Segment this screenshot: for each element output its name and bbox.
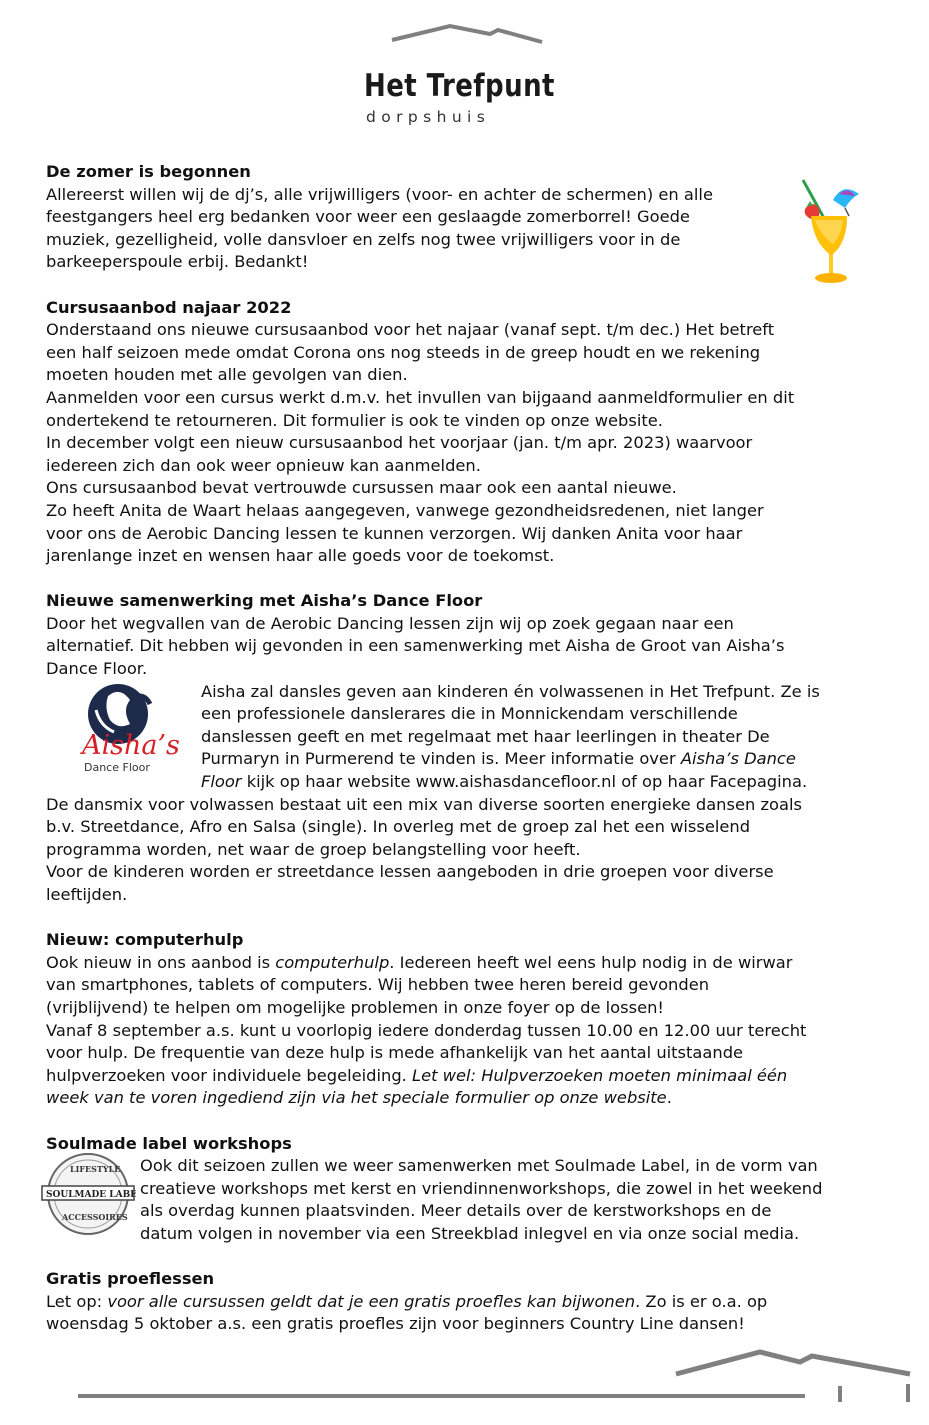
text-line: b.v. Streetdance, Afro en Salsa (single). In overleg met de groep zal het een wisselend [46, 817, 751, 837]
text-line: Dance Floor. [46, 659, 148, 679]
text-line: iedereen zich dan ook weer opnieuw kan aanmelden. [46, 455, 481, 475]
text-line: Ook dit seizoen zullen we weer samenwerken met Soulmade Label, in de vorm van [140, 1156, 818, 1176]
text-line: creatieve workshops met kerst en vriendinnenworkshops, die zowel in het weekend [140, 1178, 823, 1198]
text-line: programma worden, net waar de groep belangstelling voor heeft. [46, 839, 581, 859]
heading-courses: Cursusaanbod najaar 2022 [46, 297, 292, 317]
logo-mid-text: SOULMADE LABEL [46, 1190, 136, 1200]
header [0, 0, 929, 150]
roof-logo-icon [380, 22, 550, 52]
text-line: Onderstaand ons nieuwe cursusaanbod voor het najaar (vanaf sept. t/m dec.) Het betreft [46, 320, 775, 340]
text-line: als overdag kunnen plaatsvinden. Meer details over de kerstworkshops en de [140, 1201, 772, 1221]
text-line: een professionele danslerares die in Monnickendam verschillende [201, 704, 738, 724]
text-line: Zo heeft Anita de Waart helaas aangegeven, vanwege gezondheidsredenen, niet langer [46, 500, 764, 520]
text-line: leeftijden. [46, 885, 128, 904]
text-line: De dansmix voor volwassen bestaat uit een mix van diverse soorten energieke dansen zoals [46, 794, 802, 814]
text-line: van smartphones, tablets of computers. Wij hebben twee heren bereid gevonden [46, 975, 710, 995]
text-line: Floor kijk op haar website www.aishasdancefloor.nl of op haar Facepagina. [201, 772, 808, 792]
brand-subtitle: dorpshuis [366, 108, 491, 126]
text-line: feestgangers heel erg bedanken voor weer een geslaagde zomerborrel! Goede [46, 207, 690, 227]
logo-top-text: LIFESTYLE [70, 1164, 121, 1174]
text-line: alternatief. Dit hebben wij gevonden in een samenwerking met Aisha de Groot van Aisha’s [46, 636, 785, 656]
logo-sub-text: Dance Floor [84, 761, 150, 774]
heading-computerhulp: Nieuw: computerhulp [46, 930, 244, 950]
text-line: Door het wegvallen van de Aerobic Dancing lessen zijn wij op zoek gegaan naar een [46, 613, 734, 633]
text-line: hulpverzoeken voor individuele begeleiding. Let wel: Hulpverzoeken moeten minimaal één [46, 1065, 788, 1085]
text-line: Aisha zal dansles geven aan kinderen én volwassenen in Het Trefpunt. Ze is [201, 681, 820, 701]
text-line: Voor de kinderen worden er streetdance lessen aangeboden in drie groepen voor diverse [46, 862, 774, 882]
text-line: muziek, gezelligheid, volle dansvloer en zelfs nog twee vrijwilligers voor in de [46, 229, 681, 249]
text-line: voor ons de Aerobic Dancing lessen te kunnen verzorgen. Wij danken Anita voor haar [46, 523, 743, 543]
text-line: Purmaryn in Purmerend te vinden is. Meer informatie over Aisha’s Dance [201, 749, 796, 769]
text-line: woensdag 5 oktober a.s. een gratis proefles zijn voor beginners Country Line dansen! [46, 1314, 745, 1334]
text-line: jarenlange inzet en wensen haar alle goeds voor de toekomst. [46, 546, 555, 566]
heading-proeflessen: Gratis proeflessen [46, 1269, 215, 1289]
text-line: In december volgt een nieuw cursusaanbod het voorjaar (jan. t/m apr. 2023) waarvoor [46, 433, 753, 453]
aisha-name-italic: Floor [201, 772, 242, 792]
text-line: Ook nieuw in ons aanbod is computerhulp. Iedereen heeft wel eens hulp nodig in de wirwar [46, 952, 793, 972]
brand-title: Het Trefpunt [364, 68, 555, 104]
aisha-name-italic: Aisha’s Dance [680, 749, 796, 769]
text-line: Aanmelden voor een cursus werkt d.m.v. het invullen van bijgaand aanmeldformulier en dit [46, 387, 795, 407]
heading-summer: De zomer is begonnen [46, 162, 251, 181]
text-line: ondertekend te retourneren. Dit formulier is ook te vinden op onze website. [46, 410, 663, 430]
text-line: datum volgen in november via een Streekblad inlegvel en via onze social media. [140, 1223, 800, 1243]
footer-roof-icon [0, 1340, 929, 1425]
text-line: (vrijblijvend) te helpen om mogelijke problemen in onze foyer op de lossen! [46, 997, 664, 1017]
document-body [46, 161, 876, 1336]
text-line: barkeeperspoule erbij. Bedankt! [46, 252, 309, 272]
text-line: Vanaf 8 september a.s. kunt u voorlopig iedere donderdag tussen 10.00 en 12.00 uur terecht [46, 1020, 807, 1040]
text-line: Let op: voor alle cursussen geldt dat je een gratis proefles kan bijwonen. Zo is er o.a. op [46, 1291, 768, 1311]
text-line: danslessen geeft en met regelmaat met haar leerlingen in theater De [201, 726, 770, 746]
heading-soulmade: Soulmade label workshops [46, 1133, 292, 1153]
logo-script-text: Aisha’s [82, 730, 180, 761]
logo-bottom-text: ACCESSOIRES [62, 1212, 128, 1222]
text-line: Ons cursusaanbod bevat vertrouwde cursussen maar ook een aantal nieuwe. [46, 478, 677, 498]
text-line: moeten houden met alle gevolgen van dien. [46, 365, 408, 385]
heading-aisha: Nieuwe samenwerking met Aisha’s Dance Floor [46, 591, 483, 611]
text-line: een half seizoen mede omdat Corona ons nog steeds in de greep houdt en we rekening [46, 342, 761, 362]
text-line: week van te voren ingediend zijn via het speciale formulier op onze website. [46, 1088, 672, 1108]
text-line: voor hulp. De frequentie van deze hulp is mede afhankelijk van het aantal uitstaande [46, 1043, 744, 1063]
text-line: Allereerst willen wij de dj’s, alle vrijwilligers (voor- en achter de schermen) en alle [46, 184, 713, 204]
